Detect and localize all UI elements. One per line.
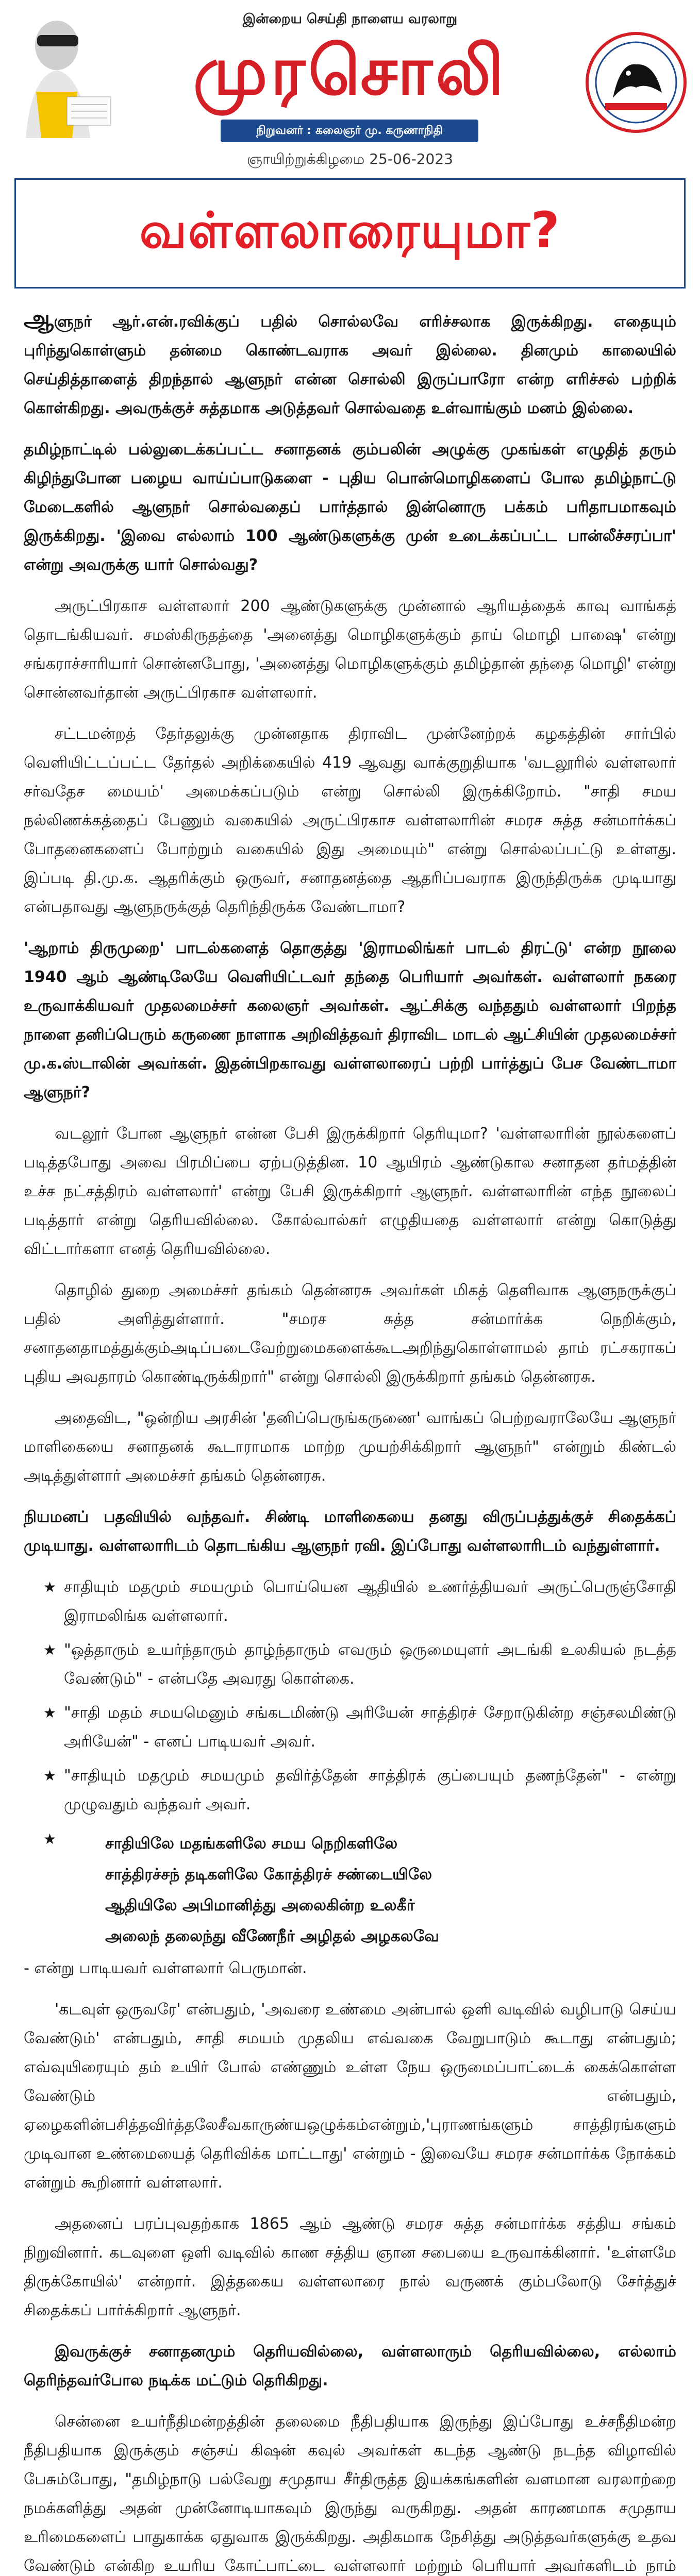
- editorial-article: [0, 289, 700, 2576]
- paragraph: தமிழ்நாட்டில் பல்லுடைக்கப்பட்ட சனாதனக் கும்பலின் அழுக்கு முகங்கள் எழுதித் தரும் கிழிந்துபோன பழைய வாய்ப்பாடுகளை - புதிய பொன்மொழிகளைப் போல தமிழ்நாட்டு மேடைகளில் ஆளுநர் சொல்வதைப் பார்த்தால் இன்னொரு பக்கம் பரிதாபமாகவும் இருக்கிறது. 'இவை எல்லாம் 100 ஆண்டுகளுக்கு முன் உடைக்கப்பட்ட பான்லீச்சரப்பா' என்று அவருக்கு யார் சொல்வது?: [24, 440, 676, 574]
- poem-line: சாத்திரச்சந் தடிகளிலே கோத்திரச் சண்டையிலே: [105, 1866, 432, 1884]
- list-item-text: "சாதியும் மதமும் சமயமும் தவிர்த்தேன் சாத்திரக் குப்பையும் தணந்தேன்" - என்று முழுவதும் வந்தவர் அவர்.: [64, 1767, 676, 1814]
- paragraph: வடலூர் போன ஆளுநர் என்ன பேசி இருக்கிறார் தெரியுமா? 'வள்ளலாரின் நூல்களைப் படித்தபோது அவை பிரமிப்பை ஏற்படுத்தின. 10 ஆயிரம் ஆண்டுகால சனாதன தர்மத்தின் உச்ச நட்சத்திரம் வள்ளலார்' என்று பேசி இருக்கிறார் ஆளுநர். வள்ளலாரின் எந்த நூலைப் படித்தார் என்று தெரியவில்லை. கோல்வால்கர் எழுதியதை வள்ளலார் என்று கொடுத்து விட்டார்களா எனத் தெரியவில்லை.: [24, 1125, 676, 1258]
- anniversary-seal-icon: [585, 31, 688, 134]
- paragraph: அருட்பிரகாச வள்ளலார் 200 ஆண்டுகளுக்கு முன்னால் ஆரியத்தைக் காவு வாங்கத் தொடங்கியவர். சமஸ்கிருதத்தை 'அனைத்து மொழிகளுக்கும் தாய் மொழி பாஷை' என்று சங்கராச்சாரியார் சொன்னபோது, 'அனைத்து மொழிகளுக்கும் தமிழ்தான் தந்தை மொழி' என்று சொன்னவர்தான் அருட்பிரகாச வள்ளலார்.: [24, 597, 676, 702]
- newspaper-title: முரசொலி: [193, 31, 507, 110]
- list-item-text: சாதியும் மதமும் சமயமும் பொய்யென ஆதியில் உணர்த்தியவர் அருட்பெருஞ்சோதி இராமலிங்க வள்ளலார்.: [64, 1578, 676, 1625]
- paragraph: - என்று பாடியவர் வள்ளலார் பெருமான்.: [24, 1959, 307, 1977]
- quote-list: [24, 1573, 676, 1819]
- paragraph: தொழில் துறை அமைச்சர் தங்கம் தென்னரசு அவர்கள் மிகத் தெளிவாக ஆளுநருக்குப் பதில் அளித்துள்ளார். "சமரச சுத்த சன்மார்க்க நெறிக்கும், சனாதனதாமத்துக்கும்அடிப்படைவேற்றுமைகளைக்கூடஅறிந்துகொள்ளாமல் தாம் ரட்சகராகப் புதிய அவதாரம் கொண்டிருக்கிறார்" என்று சொல்லி இருக்கிறார் தங்கம் தென்னரசு.: [24, 1281, 676, 1386]
- star-icon: ★: [43, 1767, 57, 1784]
- headline-box: [14, 178, 686, 289]
- paragraph: அதனைப் பரப்புவதற்காக 1865 ஆம் ஆண்டு சமரச சுத்த சன்மார்க்க சத்திய சங்கம் நிறுவினார். கடவுளை ஒளி வடிவில் காண சத்திய ஞான சபையை உருவாக்கினார். 'உள்ளமே திருக்கோயில்' என்றார். இத்தகைய வள்ளலாரை நால் வருணக் கும்பலோடு சேர்த்துச் சிதைக்கப் பார்க்கிறார் ஆளுநர்.: [24, 2215, 676, 2319]
- paragraph: அதைவிட, "ஒன்றிய அரசின் 'தனிப்பெருங்கருணை' வாங்கப் பெற்றவராலேயே ஆளுநர் மாளிகையை சனாதனக் கூடாராமாக மாற்ற முயற்சிக்கிறார் ஆளுநர்" என்றும் கிண்டல் அடித்துள்ளார் அமைச்சர் தங்கம் தென்னரசு.: [24, 1409, 676, 1485]
- list-item-text: "ஒத்தாரும் உயர்ந்தாரும் தாழ்ந்தாரும் எவரும் ஒருமையுளர் அடங்கி உலகியல் நடத்த வேண்டும்" - என்பதே அவரது கொள்கை.: [64, 1641, 676, 1688]
- poem-line: ஆதியிலே அபிமானித்து அலைகின்ற உலகீர்: [105, 1896, 415, 1914]
- paragraph: 'ஆறாம் திருமுறை' பாடல்களைத் தொகுத்து 'இராமலிங்கர் பாடல் திரட்டு' என்ற நூலை 1940 ஆம் ஆண்டிலேயே வெளியிட்டவர் தந்தை பெரியார் அவர்கள். வள்ளலார் நகரை உருவாக்கியவர் முதலமைச்சர் கலைஞர் அவர்கள். ஆட்சிக்கு வந்ததும் வள்ளலார் பிறந்த நாளை தனிப்பெரும் கருணை நாளாக அறிவித்தவர் திராவிட மாடல் ஆட்சியின் முதலமைச்சர் மு.க.ஸ்டாலின் அவர்கள். இதன்பிறகாவது வள்ளலாரைப் பற்றி பார்த்துப் பேச வேண்டாமா ஆளுநர்?: [24, 939, 676, 1101]
- star-icon: ★: [43, 1579, 57, 1596]
- list-item: [43, 1636, 676, 1693]
- star-icon: ★: [43, 1641, 57, 1658]
- poem-block: [43, 1831, 676, 1950]
- paragraph: ஆளுநர் ஆர்.என்.ரவிக்குப் பதில் சொல்லவே எரிச்சலாக இருக்கிறது. எதையும் புரிந்துகொள்ளும் தன்மை கொண்டவராக அவர் இல்லை. தினமும் காலையில் செய்தித்தாளைத் திறந்தால் ஆளுநர் என்ன சொல்லி இருப்பாரோ என்ற எரிச்சல் பற்றிக் கொள்கிறது. அவருக்குச் சுத்தமாக அடுத்தவர் சொல்வதை உள்வாங்கும் மனம் இல்லை.: [24, 304, 676, 417]
- founder-bar: நிறுவனர் : கலைஞர் மு. கருணாநிதி: [221, 120, 478, 142]
- list-item: [43, 1761, 676, 1819]
- star-icon: ★: [43, 1831, 57, 1848]
- poem-line: சாதியிலே மதங்களிலே சமய நெறிகளிலே: [105, 1835, 398, 1853]
- poem-line: அலைந் தலைந்து வீணேநீர் அழிதல் அழகலவே: [105, 1927, 439, 1945]
- headline: வள்ளலாரையுமா?: [139, 201, 561, 259]
- masthead: [0, 0, 700, 170]
- paragraph: நியமனப் பதவியில் வந்தவர். சிண்டி மாளிகையை தனது விருப்பத்துக்குச் சிதைக்கப் முடியாது. வள்ளலாரிடம் தொடங்கிய ஆளுநர் ரவி. இப்போது வள்ளலாரிடம் வந்துள்ளார்.: [24, 1508, 676, 1555]
- tagline: இன்றைய செய்தி நாளைய வரலாறு: [242, 11, 458, 27]
- paragraph: சட்டமன்றத் தேர்தலுக்கு முன்னதாக திராவிட முன்னேற்றக் கழகத்தின் சார்பில் வெளியிட்டப்பட்ட தேர்தல் அறிக்கையில் 419 ஆவது வாக்குறுதியாக 'வடலூரில் வள்ளலார் சர்வதேச மையம்' அமைக்கப்படும் என்று சொல்லி இருக்கிறோம். "சாதி சமய நல்லிணக்கத்தைப் பேணும் வகையில் அருட்பிரகாச வள்ளலாரின் சமரச சுத்த சன்மார்க்கப் போதனைகளைப் போற்றும் வகையில் இது அமையும்" என்று சொல்லப்பட்டு உள்ளது. இப்படி தி.மு.க. ஆதரிக்கும் ஒருவர், சனாதனத்தை ஆதரிப்பவராக இருந்திருக்க முடியாது என்பதாவது ஆளுநருக்குத் தெரிந்திருக்க வேண்டாமா?: [24, 725, 676, 916]
- list-item-text: "சாதி மதம் சமயமெனும் சங்கடமிண்டு அரியேன் சாத்திரச் சேறாடுகின்ற சஞ்சலமிண்டு அரியேன்" - எனப் பாடியவர் அவர்.: [64, 1704, 676, 1751]
- star-icon: ★: [43, 1704, 57, 1721]
- issue-date: ஞாயிற்றுக்கிழமை 25-06-2023: [247, 150, 453, 167]
- paragraph: 'கடவுள் ஒருவரே' என்பதும், 'அவரை உண்மை அன்பால் ஒளி வடிவில் வழிபாடு செய்ய வேண்டும்' என்பதும், சாதி சமயம் முதலிய எவ்வகை வேறுபாடும் கூடாது என்பதும்; எவ்வுயிரையும் தம் உயிர் போல் எண்ணும் உள்ள நேய ஒருமைப்பாட்டைக் கைக்கொள்ள வேண்டும் என்பதும், ஏழைகளின்பசித்தவிர்த்தலேசீவகாருண்யஒழுக்கம்என்றும்,'புராணங்களும் சாத்திரங்களும் முடிவான உண்மையைத் தெரிவிக்க மாட்டாது' என்றும் - இவையே சமரச சன்மார்க்க நோக்கம் என்றும் கூறினார் வள்ளலார்.: [24, 2001, 676, 2192]
- list-item: [43, 1573, 676, 1631]
- list-item: [43, 1699, 676, 1756]
- paragraph: சென்னை உயர்நீதிமன்றத்தின் தலைமை நீதிபதியாக இருந்து இப்போது உச்சநீதிமன்ற நீதிபதியாக இருக்கும் சஞ்சய் கிஷன் கவுல் அவர்கள் கடந்த ஆண்டு நடந்த விழாவில் பேசும்போது, "தமிழ்நாடு பல்வேறு சமுதாய சீர்திருத்த இயக்கங்களின் வளமான வரலாற்றை நமக்களித்து அதன் முன்னோடியாகவும் இருந்து வருகிறது. அதன் காரணமாக சமுதாய உரிமைகளைப் பாதுகாக்க ஏதுவாக இருக்கிறது. அதிகமாக நேசித்து அடுத்தவர்களுக்கு உதவ வேண்டும் என்கிற உயரிய கோட்பாட்டை வள்ளலார் மற்றும் பெரியார் அவர்களிடம் நாம்: [24, 2413, 676, 2575]
- paragraph: இவருக்குச் சனாதனமும் தெரியவில்லை, வள்ளலாரும் தெரியவில்லை, எல்லாம் தெரிந்தவர்போல நடிக்க மட்டும் தெரிகிறது.: [24, 2343, 676, 2389]
